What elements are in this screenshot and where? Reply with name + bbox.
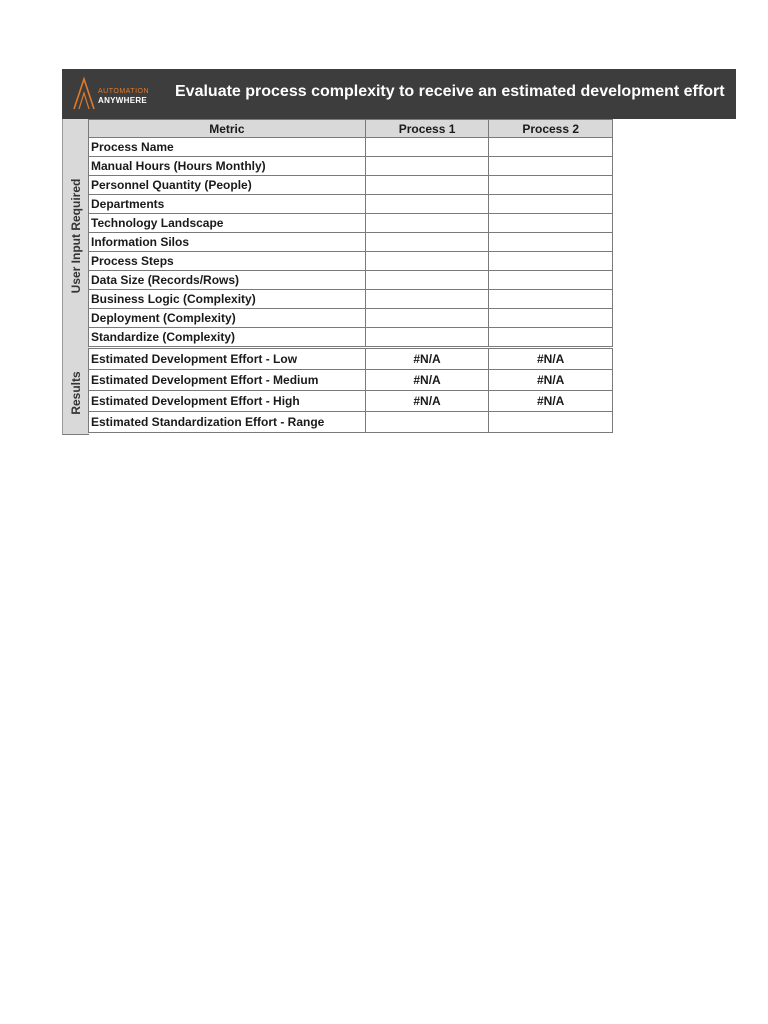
table-row bbox=[89, 195, 613, 214]
column-header-process-2: Process 2 bbox=[489, 120, 613, 138]
process-2-input[interactable] bbox=[489, 195, 613, 214]
process-1-result bbox=[365, 412, 489, 433]
section-label-user-input: User Input Required bbox=[62, 119, 89, 353]
metric-label: Technology Landscape bbox=[89, 214, 366, 233]
metrics-table bbox=[88, 119, 613, 433]
metric-label: Information Silos bbox=[89, 233, 366, 252]
header-title-container bbox=[175, 69, 725, 119]
process-2-input[interactable] bbox=[489, 309, 613, 328]
process-1-input[interactable] bbox=[365, 290, 489, 309]
metric-label: Process Name bbox=[89, 138, 366, 157]
logo-text-anywhere: ANYWHERE bbox=[98, 96, 148, 105]
logo-a-icon bbox=[72, 77, 96, 111]
table-row bbox=[89, 138, 613, 157]
process-2-result: #N/A bbox=[489, 391, 613, 412]
metric-label: Business Logic (Complexity) bbox=[89, 290, 366, 309]
process-1-result: #N/A bbox=[365, 391, 489, 412]
table-row bbox=[89, 176, 613, 195]
table-row bbox=[89, 290, 613, 309]
result-row bbox=[89, 348, 613, 370]
process-2-input[interactable] bbox=[489, 157, 613, 176]
result-row bbox=[89, 391, 613, 412]
process-1-input[interactable] bbox=[365, 328, 489, 348]
table-row bbox=[89, 309, 613, 328]
metric-label: Standardize (Complexity) bbox=[89, 328, 366, 348]
result-label: Estimated Development Effort - Medium bbox=[89, 370, 366, 391]
process-2-input[interactable] bbox=[489, 233, 613, 252]
table-header-row bbox=[89, 120, 613, 138]
process-2-input[interactable] bbox=[489, 214, 613, 233]
result-label: Estimated Development Effort - High bbox=[89, 391, 366, 412]
spreadsheet bbox=[62, 119, 613, 434]
process-1-input[interactable] bbox=[365, 157, 489, 176]
table-row bbox=[89, 252, 613, 271]
table-row bbox=[89, 233, 613, 252]
metric-label: Personnel Quantity (People) bbox=[89, 176, 366, 195]
process-1-input[interactable] bbox=[365, 271, 489, 290]
process-1-result: #N/A bbox=[365, 370, 489, 391]
header-banner bbox=[62, 69, 736, 119]
table-row bbox=[89, 214, 613, 233]
column-header-metric: Metric bbox=[89, 120, 366, 138]
process-1-input[interactable] bbox=[365, 195, 489, 214]
process-1-input[interactable] bbox=[365, 309, 489, 328]
metric-label: Process Steps bbox=[89, 252, 366, 271]
result-row bbox=[89, 412, 613, 433]
metric-label: Data Size (Records/Rows) bbox=[89, 271, 366, 290]
metric-label: Manual Hours (Hours Monthly) bbox=[89, 157, 366, 176]
result-row bbox=[89, 370, 613, 391]
metric-label: Departments bbox=[89, 195, 366, 214]
process-1-input[interactable] bbox=[365, 176, 489, 195]
process-2-input[interactable] bbox=[489, 328, 613, 348]
process-1-input[interactable] bbox=[365, 138, 489, 157]
table-row bbox=[89, 328, 613, 348]
logo-text-automation: AUTOMATION bbox=[98, 88, 150, 95]
process-2-input[interactable] bbox=[489, 176, 613, 195]
page-title: Evaluate process complexity to receive an estimated development effort bbox=[175, 83, 725, 100]
process-2-result bbox=[489, 412, 613, 433]
process-1-input[interactable] bbox=[365, 252, 489, 271]
process-1-input[interactable] bbox=[365, 214, 489, 233]
process-2-result: #N/A bbox=[489, 348, 613, 370]
process-2-input[interactable] bbox=[489, 271, 613, 290]
process-1-result: #N/A bbox=[365, 348, 489, 370]
process-2-result: #N/A bbox=[489, 370, 613, 391]
result-label: Estimated Development Effort - Low bbox=[89, 348, 366, 370]
process-2-input[interactable] bbox=[489, 290, 613, 309]
section-label-results: Results bbox=[62, 352, 89, 435]
result-label: Estimated Standardization Effort - Range bbox=[89, 412, 366, 433]
table-row bbox=[89, 157, 613, 176]
process-2-input[interactable] bbox=[489, 252, 613, 271]
automation-anywhere-logo bbox=[72, 77, 162, 111]
process-1-input[interactable] bbox=[365, 233, 489, 252]
metric-label: Deployment (Complexity) bbox=[89, 309, 366, 328]
table-row bbox=[89, 271, 613, 290]
column-header-process-1: Process 1 bbox=[365, 120, 489, 138]
process-2-input[interactable] bbox=[489, 138, 613, 157]
